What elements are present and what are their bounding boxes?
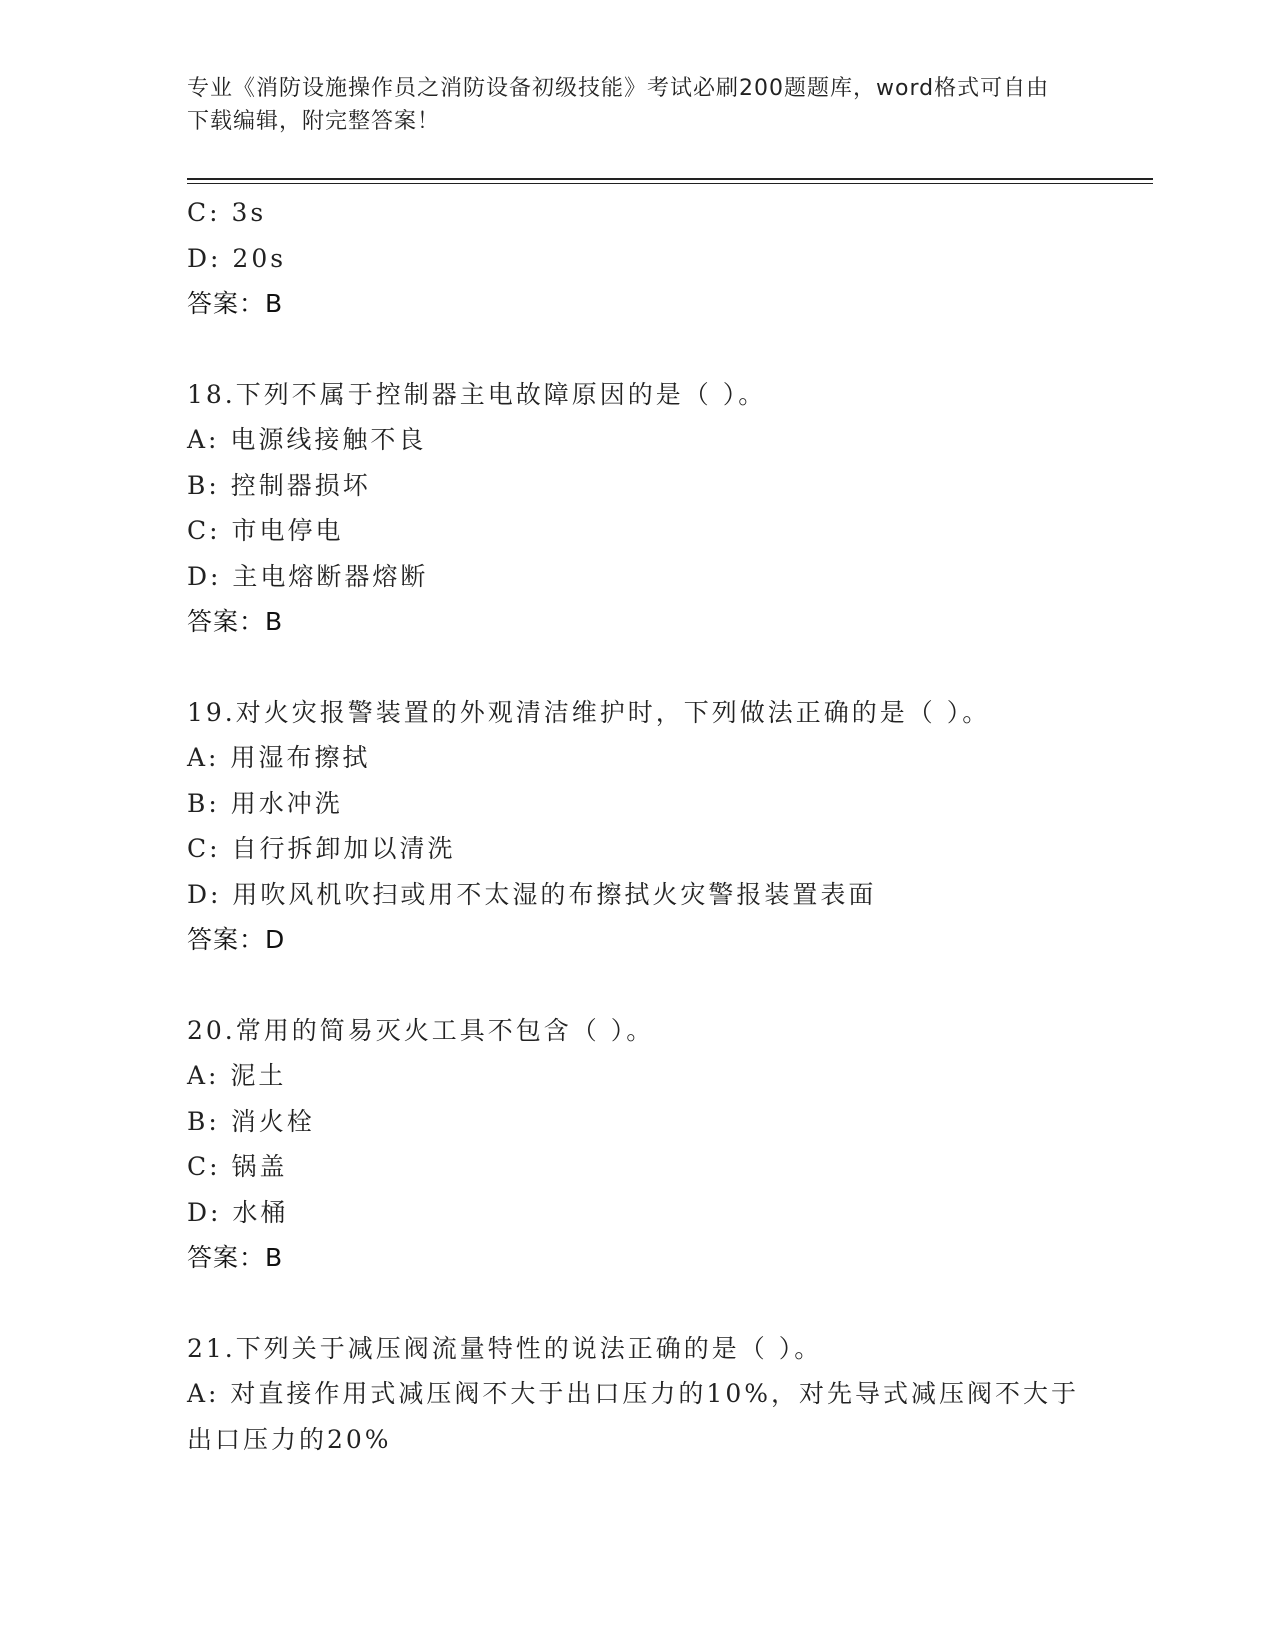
question-17-tail (187, 190, 1087, 327)
header-rule-thick (187, 178, 1153, 180)
option-a: A: 对直接作用式减压阀不大于出口压力的10%，对先导式减压阀不大于出口压力的20% (187, 1379, 1079, 1454)
option-d: D: 20s (187, 243, 287, 273)
option-a: A: 泥土 (187, 1061, 287, 1090)
question-stem: 18.下列不属于控制器主电故障原因的是（ ）。 (187, 379, 767, 409)
option-b: B: 用水冲洗 (187, 788, 343, 818)
question-21 (187, 1326, 1087, 1463)
document-header: 专业《消防设施操作员之消防设备初级技能》考试必刷200题题库，word格式可自由下载编辑，附完整答案！ (187, 76, 1050, 134)
option-b: B: 消火栓 (187, 1106, 315, 1136)
answer: 答案：B (187, 607, 284, 636)
question-20 (187, 1008, 1087, 1281)
option-d: D: 用吹风机吹扫或用不太湿的布擦拭火灾警报装置表面 (187, 879, 877, 909)
question-19 (187, 690, 1087, 963)
question-stem: 20.常用的简易灭火工具不包含（ ）。 (187, 1015, 655, 1045)
option-c: C: 锅盖 (187, 1152, 288, 1181)
option-c: C: 3s (187, 198, 267, 227)
option-d: D: 主电熔断器熔断 (187, 561, 429, 591)
question-stem: 21.下列关于减压阀流量特性的说法正确的是（ ）。 (187, 1333, 823, 1363)
question-stem: 19.对火灾报警装置的外观清洁维护时，下列做法正确的是（ ）。 (187, 697, 991, 727)
answer: 答案：B (187, 289, 284, 318)
option-c: C: 自行拆卸加以清洗 (187, 834, 456, 863)
answer: 答案：D (187, 925, 286, 954)
option-a: A: 用湿布擦拭 (187, 743, 371, 772)
answer: 答案：B (187, 1243, 284, 1272)
option-c: C: 市电停电 (187, 516, 344, 545)
option-d: D: 水桶 (187, 1197, 289, 1227)
option-a: A: 电源线接触不良 (187, 425, 427, 454)
question-list (187, 190, 1087, 1462)
question-18 (187, 372, 1087, 645)
option-b: B: 控制器损坏 (187, 470, 371, 500)
header-rule-thin (187, 183, 1153, 184)
